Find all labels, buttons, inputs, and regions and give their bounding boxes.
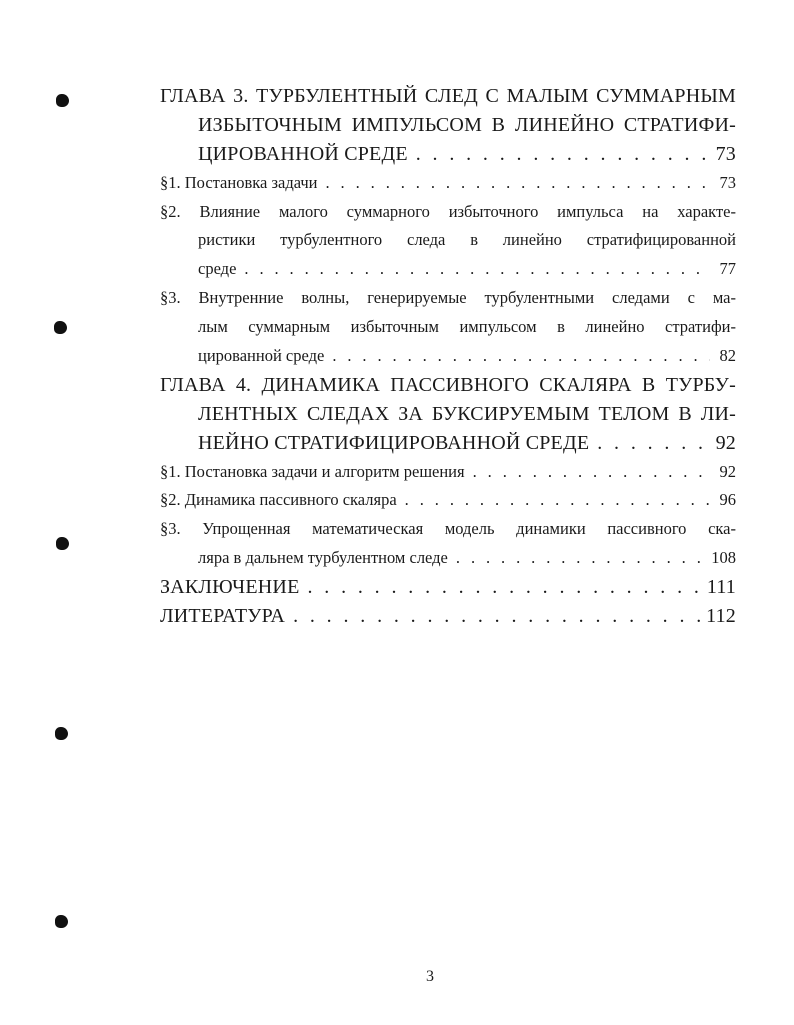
toc-line xyxy=(160,342,736,371)
toc-entry-title: ГЛАВА 4. ДИНАМИКА ПАССИВНОГО СКАЛЯРА В ТУРБУ- xyxy=(160,373,736,396)
dot-leader xyxy=(293,602,700,631)
toc-line xyxy=(160,602,736,631)
toc-entry-title: ристики турбулентного следа в линейно стратифицированной xyxy=(198,230,736,250)
toc-line xyxy=(160,111,736,140)
toc-line xyxy=(160,198,736,227)
toc-line xyxy=(160,400,736,429)
toc-page-number: 77 xyxy=(719,259,736,279)
binder-hole-mark xyxy=(56,537,69,550)
dot-leader xyxy=(473,458,710,487)
toc-entry-title: §2. Динамика пассивного скаляра xyxy=(160,490,397,510)
toc-chapter-entry xyxy=(160,82,736,169)
toc-page-number: 92 xyxy=(719,461,736,481)
toc-page-number: 73 xyxy=(719,172,736,192)
toc-entry-title: среде xyxy=(198,259,237,279)
toc-entry-title: §3. Внутренние волны, генерируемые турбулентными следами с ма- xyxy=(160,288,736,308)
binder-hole-mark xyxy=(54,321,67,334)
dot-leader xyxy=(326,169,711,198)
toc-entry-title: ЦИРОВАННОЙ СРЕДЕ xyxy=(198,142,408,165)
toc-line xyxy=(160,82,736,111)
toc-line xyxy=(160,255,736,284)
toc-page-number: 111 xyxy=(706,576,736,599)
dot-leader xyxy=(307,573,700,602)
toc-line xyxy=(160,371,736,400)
toc-section-entry xyxy=(160,198,736,285)
toc-line xyxy=(160,284,736,313)
binder-hole-mark xyxy=(55,915,68,928)
toc-entry-title: ляра в дальнем турбулентном следе xyxy=(198,548,448,568)
toc-line xyxy=(160,515,736,544)
toc-page-number: 96 xyxy=(719,490,736,510)
toc-chapter-entry xyxy=(160,602,736,631)
toc-line xyxy=(160,544,736,573)
toc-line xyxy=(160,313,736,342)
dot-leader xyxy=(332,342,710,371)
toc-page-number: 73 xyxy=(715,142,736,165)
table-of-contents xyxy=(160,82,736,631)
toc-section-entry xyxy=(160,458,736,487)
toc-entry-title: лым суммарным избыточным импульсом в линейно стратифи- xyxy=(198,317,736,337)
toc-section-entry xyxy=(160,284,736,371)
dot-leader xyxy=(405,486,710,515)
toc-entry-title: §2. Влияние малого суммарного избыточного импульса на характе- xyxy=(160,201,736,221)
toc-chapter-entry xyxy=(160,573,736,602)
toc-section-entry xyxy=(160,169,736,198)
toc-page-number: 108 xyxy=(711,548,736,568)
binder-hole-mark xyxy=(56,94,69,107)
binder-hole-mark xyxy=(55,727,68,740)
toc-entry-title: ИЗБЫТОЧНЫМ ИМПУЛЬСОМ В ЛИНЕЙНО СТРАТИФИ- xyxy=(198,113,736,136)
dot-leader xyxy=(597,429,709,458)
dot-leader xyxy=(244,255,710,284)
toc-line xyxy=(160,573,736,602)
toc-entry-title: §1. Постановка задачи и алгоритм решения xyxy=(160,461,465,481)
toc-line xyxy=(160,458,736,487)
toc-line xyxy=(160,486,736,515)
toc-entry-title: §1. Постановка задачи xyxy=(160,172,318,192)
toc-entry-title: НЕЙНО СТРАТИФИЦИРОВАННОЙ СРЕДЕ xyxy=(198,431,590,454)
page-number: 3 xyxy=(426,968,434,985)
toc-section-entry xyxy=(160,486,736,515)
toc-entry-title: ГЛАВА 3. ТУРБУЛЕНТНЫЙ СЛЕД С МАЛЫМ СУММАРНЫМ xyxy=(160,85,736,107)
toc-entry-title: §3. Упрощенная математическая модель динамики пассивного ска- xyxy=(160,519,736,539)
toc-page-number: 112 xyxy=(706,605,736,628)
toc-page-number: 82 xyxy=(719,346,736,366)
toc-entry-title: цированной среде xyxy=(198,346,325,366)
toc-line xyxy=(160,429,736,458)
dot-leader xyxy=(416,140,710,169)
toc-line xyxy=(160,140,736,169)
toc-page-number: 92 xyxy=(715,431,736,454)
toc-line xyxy=(160,226,736,255)
toc-section-entry xyxy=(160,515,736,573)
toc-entry-title: ЗАКЛЮЧЕНИЕ xyxy=(160,576,300,599)
toc-chapter-entry xyxy=(160,371,736,458)
toc-line xyxy=(160,169,736,198)
dot-leader xyxy=(456,544,705,573)
toc-entry-title: ЛИТЕРАТУРА xyxy=(160,605,286,628)
toc-entry-title: ЛЕНТНЫХ СЛЕДАХ ЗА БУКСИРУЕМЫМ ТЕЛОМ В ЛИ- xyxy=(198,402,736,425)
